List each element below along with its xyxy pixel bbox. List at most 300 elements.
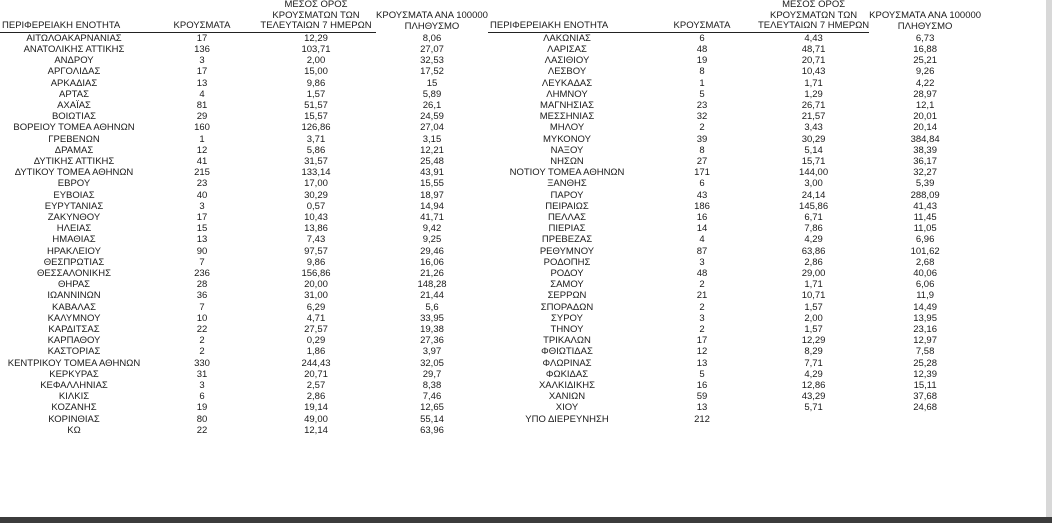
left-region-name: ΚΕΡΚΥΡΑΣ [49, 368, 99, 380]
left-cases-value: 160 [194, 122, 210, 134]
table-row [0, 380, 981, 391]
left-avg7-value: 19,14 [304, 402, 328, 414]
right-cases-value: 19 [696, 55, 708, 67]
left-avg7-value: 12,29 [304, 32, 328, 44]
right-region-name: ΦΩΚΙΔΑΣ [545, 368, 589, 380]
header-cases-left: ΚΡΟΥΣΜΑΤΑ [148, 0, 256, 32]
right-per100k-value: 16,88 [913, 43, 937, 55]
table-row [0, 190, 981, 201]
left-per100k-value: 16,06 [420, 256, 444, 268]
left-cases-value: 17 [196, 66, 208, 78]
left-avg7-value: 97,57 [304, 245, 328, 257]
right-avg7-value [758, 425, 869, 436]
right-avg7-value: 4,29 [804, 234, 823, 246]
left-avg7-value: 5,86 [306, 144, 326, 156]
right-region-name: ΧΑΝΙΩΝ [548, 391, 586, 403]
right-region-name: ΛΑΣΙΘΙΟΥ [544, 55, 590, 67]
left-cases-value: 7 [199, 301, 205, 313]
left-cases-value: 136 [194, 43, 210, 55]
left-per100k-value: 27,36 [420, 335, 444, 347]
table-row [0, 44, 981, 55]
left-region-name: ΑΡΓΟΛΙΔΑΣ [47, 66, 101, 78]
left-per100k-value: 15,55 [420, 178, 444, 190]
table-row [0, 313, 981, 324]
table-body [0, 32, 981, 436]
right-region-name: ΝΑΞΟΥ [550, 144, 584, 156]
header-per100k-line1: ΚΡΟΥΣΜΑΤΑ ΑΝΑ 100000 [376, 10, 488, 22]
right-avg7-value: 10,43 [801, 66, 826, 78]
left-cases-value: 29 [196, 111, 208, 123]
left-cases-value: 17 [196, 32, 208, 44]
right-per100k-value: 32,27 [913, 167, 937, 179]
left-cases-value: 13 [196, 234, 208, 246]
left-cases-value: 36 [196, 290, 208, 302]
right-per100k-value: 41,43 [913, 200, 937, 212]
header-avg7-line3: ΤΕΛΕΥΤΑΙΩΝ 7 ΗΜΕΡΩΝ [758, 20, 870, 32]
header-per100k-line2: ΠΛΗΘΥΣΜΟ [404, 20, 460, 32]
left-region-name: ΔΥΤΙΚΟΥ ΤΟΜΕΑ ΑΘΗΝΩΝ [14, 167, 134, 179]
bottom-toolbar-strip [0, 517, 1052, 523]
table-row [0, 134, 981, 145]
left-cases-value: 215 [194, 167, 210, 179]
right-cases-value: 212 [694, 413, 710, 425]
left-region-name: ΗΛΕΙΑΣ [56, 223, 92, 235]
right-avg7-value: 8,29 [804, 346, 823, 358]
left-cases-value: 1 [199, 133, 205, 145]
right-per100k-value: 101,62 [910, 245, 940, 257]
right-per100k-value: 20,01 [913, 111, 937, 123]
left-per100k-value: 19,38 [420, 324, 444, 336]
right-avg7-value: 144,00 [799, 167, 829, 179]
header-per100k-line2: ΠΛΗΘΥΣΜΟ [897, 20, 953, 32]
table-row [0, 78, 981, 89]
left-avg7-value: 156,86 [301, 268, 331, 280]
left-cases-value: 22 [196, 424, 208, 436]
right-region-name: ΜΕΣΣΗΝΙΑΣ [539, 111, 595, 123]
left-cases-value: 23 [196, 178, 208, 190]
right-avg7-value: 7,71 [804, 357, 823, 369]
left-region-name: ΑΡΚΑΔΙΑΣ [50, 77, 98, 89]
left-avg7-value: 27,57 [304, 324, 328, 336]
left-cases-value: 41 [196, 156, 208, 168]
header-avg7-line2: ΚΡΟΥΣΜΑΤΩΝ ΤΩΝ [770, 9, 858, 21]
table-row [0, 212, 981, 223]
left-per100k-value: 14,94 [420, 200, 444, 212]
right-avg7-value: 145,86 [799, 200, 829, 212]
right-avg7-value: 29,00 [801, 268, 826, 280]
left-cases-value: 236 [194, 268, 210, 280]
right-cases-value: 2 [699, 324, 705, 336]
right-avg7-value: 1,71 [804, 279, 823, 291]
right-cases-value: 186 [694, 200, 710, 212]
left-region-name: ΕΥΒΟΙΑΣ [53, 189, 95, 201]
table-row [0, 234, 981, 245]
right-per100k-value: 11,9 [916, 290, 935, 302]
left-region-name: ΚΟΖΑΝΗΣ [51, 402, 97, 414]
right-per100k-value [869, 425, 981, 436]
left-avg7-value: 12,14 [304, 424, 328, 436]
header-avg7-left [256, 0, 376, 32]
right-per100k-value: 36,17 [913, 156, 937, 168]
left-avg7-value: 133,14 [301, 167, 331, 179]
left-per100k-value: 25,48 [420, 156, 444, 168]
right-per100k-value: 40,06 [913, 268, 937, 280]
table-row [0, 122, 981, 133]
left-avg7-value: 126,86 [301, 122, 331, 134]
table-row [0, 369, 981, 380]
left-cases-value: 31 [196, 368, 208, 380]
left-per100k-value: 29,7 [422, 368, 442, 380]
right-region-name: ΛΕΥΚΑΔΑΣ [541, 77, 593, 89]
right-per100k-value: 4,22 [915, 77, 935, 89]
header-per100k-line1: ΚΡΟΥΣΜΑΤΑ ΑΝΑ 100000 [869, 10, 982, 22]
left-region-name: ΕΥΡΥΤΑΝΙΑΣ [44, 200, 104, 212]
table-row [0, 402, 981, 413]
left-per100k-value: 41,71 [420, 212, 444, 224]
right-region-name: ΧΙΟΥ [555, 402, 579, 414]
right-cases-value: 171 [694, 167, 710, 179]
right-cases-value: 3 [699, 256, 705, 268]
left-avg7-value: 2,57 [306, 380, 326, 392]
left-avg7-value: 9,86 [306, 77, 326, 89]
left-avg7-value: 6,29 [306, 301, 326, 313]
table-row [0, 178, 981, 189]
left-region-name: ΚΑΡΔΙΤΣΑΣ [48, 324, 100, 336]
right-cases-value: 32 [696, 111, 708, 123]
right-per100k-value: 24,68 [913, 402, 937, 414]
left-region-name: ΚΕΦΑΛΛΗΝΙΑΣ [40, 380, 108, 392]
left-cases-value: 81 [196, 100, 208, 111]
right-avg7-value: 12,86 [801, 380, 826, 392]
left-cases-value: 3 [199, 200, 205, 212]
left-region-name: ΑΝΑΤΟΛΙΚΗΣ ΑΤΤΙΚΗΣ [23, 43, 125, 55]
left-avg7-value: 10,43 [304, 212, 328, 224]
right-avg7-value: 5,71 [804, 402, 823, 414]
right-avg7-value: 7,86 [804, 223, 823, 235]
left-per100k-value: 15 [426, 77, 438, 89]
left-avg7-value: 15,00 [304, 66, 328, 78]
left-cases-value: 3 [199, 380, 205, 392]
left-per100k-value: 26,1 [422, 100, 442, 111]
left-region-name: ΔΡΑΜΑΣ [54, 144, 94, 156]
left-region-name: ΑΡΤΑΣ [59, 88, 89, 100]
left-region-name: ΖΑΚΥΝΘΟΥ [47, 212, 101, 224]
left-avg7-value: 31,00 [304, 290, 328, 302]
right-region-name: ΧΑΛΚΙΔΙΚΗΣ [538, 380, 596, 392]
right-cases-value: 21 [696, 290, 708, 302]
right-avg7-value: 12,29 [801, 335, 826, 347]
left-avg7-value: 1,57 [306, 88, 326, 100]
right-per100k-value: 20,14 [913, 122, 937, 134]
table-row [0, 358, 981, 369]
left-region-name: ΗΡΑΚΛΕΙΟΥ [47, 245, 101, 257]
header-region-left: ΠΕΡΙΦΕΡΕΙΑΚΗ ΕΝΟΤΗΤΑ [0, 0, 148, 32]
left-avg7-value: 103,71 [301, 43, 331, 55]
table-row [0, 223, 981, 234]
left-per100k-value: 21,44 [420, 290, 444, 302]
right-avg7-value: 24,14 [801, 189, 826, 201]
table-row [0, 89, 981, 100]
right-region-name: ΜΥΚΟΝΟΥ [543, 133, 591, 145]
left-avg7-value: 0,57 [306, 200, 326, 212]
left-cases-value: 12 [196, 144, 208, 156]
left-cases-value: 3 [199, 55, 205, 67]
right-per100k-value: 14,49 [913, 301, 937, 313]
right-per100k-value: 288,09 [910, 189, 940, 201]
left-region-name: ΚΑΡΠΑΘΟΥ [47, 335, 101, 347]
right-per100k-value: 15,11 [913, 380, 937, 392]
right-region-name: ΝΗΣΩΝ [550, 156, 584, 168]
right-avg7-value: 48,71 [801, 43, 826, 55]
left-region-name: ΓΡΕΒΕΝΩΝ [48, 133, 100, 145]
left-cases-value: 2 [199, 346, 205, 358]
header-avg7-line1: ΜΕΣΟΣ ΟΡΟΣ [284, 0, 348, 10]
table-row [0, 257, 981, 268]
header-per100k-left [376, 0, 488, 32]
right-cases-value: 3 [699, 312, 705, 324]
right-cases-value: 48 [696, 268, 708, 280]
right-per100k-value [869, 414, 981, 425]
right-avg7-value: 10,71 [801, 290, 826, 302]
right-cases-value: 1 [699, 77, 705, 89]
right-avg7-value: 21,57 [801, 111, 826, 123]
left-avg7-value: 7,43 [306, 234, 326, 246]
right-region-name: ΤΡΙΚΑΛΩΝ [543, 335, 591, 347]
left-per100k-value: 9,25 [422, 234, 442, 246]
left-cases-value: 90 [196, 245, 208, 257]
right-region-name: ΞΑΝΘΗΣ [547, 178, 587, 190]
right-per100k-value: 25,28 [913, 357, 937, 369]
header-cases-right: ΚΡΟΥΣΜΑΤΑ [646, 0, 758, 32]
right-per100k-value: 25,21 [913, 55, 937, 67]
left-per100k-value: 17,52 [420, 66, 444, 78]
right-region-name: ΛΕΣΒΟΥ [547, 66, 587, 78]
right-avg7-value: 2,00 [804, 312, 823, 324]
header-avg7-line1: ΜΕΣΟΣ ΟΡΟΣ [782, 0, 846, 10]
right-avg7-value: 26,71 [801, 100, 826, 111]
right-avg7-value: 3,00 [804, 178, 823, 190]
table-row [0, 55, 981, 66]
left-cases-value: 4 [199, 88, 205, 100]
table-row [0, 167, 981, 178]
left-avg7-value: 20,71 [304, 368, 328, 380]
right-avg7-value: 2,86 [804, 256, 823, 268]
right-avg7-value: 63,86 [801, 245, 826, 257]
right-cases-value: 2 [699, 279, 705, 291]
right-avg7-value: 1,57 [804, 301, 823, 313]
right-region-name: ΡΟΔΟΠΗΣ [543, 256, 591, 268]
left-avg7-value: 49,00 [304, 413, 328, 425]
left-per100k-value: 148,28 [417, 279, 447, 291]
left-region-name: ΚΩ [67, 424, 81, 436]
right-avg7-value [758, 414, 869, 425]
left-avg7-value: 3,71 [306, 133, 326, 145]
left-region-name: ΘΕΣΠΡΩΤΙΑΣ [43, 256, 105, 268]
right-cases-value: 6 [699, 178, 705, 190]
left-avg7-value: 15,57 [304, 111, 328, 123]
table-row [0, 302, 981, 313]
left-region-name: ΑΧΑΪΑΣ [57, 100, 91, 111]
left-per100k-value: 63,96 [420, 424, 444, 436]
right-avg7-value: 1,57 [804, 324, 823, 336]
left-cases-value: 19 [196, 402, 208, 414]
right-avg7-value: 3,43 [804, 122, 823, 134]
right-per100k-value: 37,68 [913, 391, 937, 403]
right-cases-value: 8 [699, 66, 705, 78]
left-cases-value: 7 [199, 256, 205, 268]
left-region-name: ΗΜΑΘΙΑΣ [52, 234, 96, 246]
header-avg7-line2: ΚΡΟΥΣΜΑΤΩΝ ΤΩΝ [272, 9, 360, 21]
right-per100k-value: 5,39 [915, 178, 935, 190]
left-per100k-value: 3,97 [422, 346, 442, 358]
right-region-name: ΠΡΕΒΕΖΑΣ [541, 234, 593, 246]
left-per100k-value: 33,95 [420, 312, 444, 324]
table-row [0, 66, 981, 77]
right-cases-value: 13 [696, 357, 708, 369]
right-per100k-value: 28,97 [913, 88, 937, 100]
left-per100k-value: 29,46 [420, 245, 444, 257]
table-row [0, 201, 981, 212]
right-region-name: ΛΑΚΩΝΙΑΣ [543, 32, 591, 44]
table-row [0, 145, 981, 156]
right-region-name: ΥΠΟ ΔΙΕΡΕΥΝΗΣΗ [525, 413, 609, 425]
right-avg7-value: 6,71 [804, 212, 823, 224]
left-cases-value: 22 [196, 324, 208, 336]
right-region-name: ΣΕΡΡΩΝ [547, 290, 587, 302]
right-cases-value: 5 [699, 368, 705, 380]
left-region-name: ΙΩΑΝΝΙΝΩΝ [47, 290, 101, 302]
left-cases-value: 15 [196, 223, 208, 235]
right-region-name: ΠΕΙΡΑΙΩΣ [545, 200, 589, 212]
left-avg7-value: 2,86 [306, 391, 326, 403]
right-cases-value: 17 [696, 335, 708, 347]
header-region-right: ΠΕΡΙΦΕΡΕΙΑΚΗ ΕΝΟΤΗΤΑ [488, 0, 646, 32]
right-avg7-value: 4,43 [804, 32, 823, 44]
left-per100k-value: 32,05 [420, 357, 444, 369]
right-per100k-value: 6,96 [915, 234, 935, 246]
right-per100k-value: 11,45 [913, 212, 937, 224]
right-cases-value: 23 [696, 100, 708, 111]
right-region-name [488, 425, 646, 436]
right-region-name: ΦΛΩΡΙΝΑΣ [542, 357, 592, 369]
right-per100k-value: 6,73 [915, 32, 935, 44]
right-region-name: ΜΑΓΝΗΣΙΑΣ [540, 100, 594, 111]
left-avg7-value: 30,29 [304, 189, 328, 201]
left-avg7-value: 31,57 [304, 156, 328, 168]
left-per100k-value: 8,38 [422, 380, 442, 392]
left-avg7-value: 51,57 [304, 100, 328, 111]
table-row [0, 111, 981, 122]
table-row [0, 246, 981, 257]
right-region-name: ΛΗΜΝΟΥ [546, 88, 588, 100]
left-cases-value: 6 [199, 391, 205, 403]
left-per100k-value: 27,07 [420, 43, 444, 55]
left-region-name: ΔΥΤΙΚΗΣ ΑΤΤΙΚΗΣ [33, 156, 115, 168]
right-region-name: ΣΑΜΟΥ [550, 279, 584, 291]
header-avg7-line3: ΤΕΛΕΥΤΑΙΩΝ 7 ΗΜΕΡΩΝ [260, 20, 372, 32]
left-per100k-value: 9,42 [422, 223, 442, 235]
left-per100k-value: 55,14 [420, 413, 444, 425]
left-cases-value: 13 [196, 77, 208, 89]
left-avg7-value: 1,86 [306, 346, 326, 358]
right-cases-value: 2 [699, 122, 705, 134]
left-avg7-value: 2,00 [306, 55, 326, 67]
right-cases-value: 8 [699, 144, 705, 156]
right-cases-value: 43 [696, 189, 708, 201]
left-avg7-value: 244,43 [301, 357, 331, 369]
left-region-name: ΘΗΡΑΣ [57, 279, 91, 291]
right-per100k-value: 12,97 [913, 335, 937, 347]
left-per100k-value: 7,46 [422, 391, 442, 403]
right-avg7-value: 1,71 [804, 77, 823, 89]
table-row [0, 391, 981, 402]
table-row [0, 32, 981, 44]
right-cases-value: 48 [696, 43, 708, 55]
right-cases-value: 14 [696, 223, 708, 235]
right-per100k-value: 23,16 [913, 324, 937, 336]
right-region-name: ΤΗΝΟΥ [550, 324, 584, 336]
table-row [0, 335, 981, 346]
right-avg7-value: 5,14 [804, 144, 823, 156]
right-per100k-value: 13,95 [913, 312, 937, 324]
left-per100k-value: 21,26 [420, 268, 444, 280]
left-per100k-value: 27,04 [420, 122, 444, 134]
right-per100k-value: 12,39 [913, 368, 937, 380]
right-avg7-value: 43,29 [801, 391, 826, 403]
right-region-name: ΠΑΡΟΥ [550, 189, 584, 201]
left-region-name: ΕΒΡΟΥ [57, 178, 91, 190]
right-per100k-value: 6,06 [915, 279, 935, 291]
left-per100k-value: 8,06 [422, 32, 442, 44]
left-region-name: ΚΙΛΚΙΣ [58, 391, 90, 403]
right-region-name: ΣΠΟΡΑΔΩΝ [540, 301, 594, 313]
left-cases-value: 80 [196, 413, 208, 425]
table-row [0, 268, 981, 279]
right-avg7-value: 15,71 [801, 156, 826, 168]
right-cases-value: 2 [699, 301, 705, 313]
table-row [0, 279, 981, 290]
right-per100k-value: 2,68 [915, 256, 935, 268]
right-cases-value: 16 [696, 380, 708, 392]
table-row [0, 346, 981, 357]
table-row [0, 324, 981, 335]
left-region-name: ΚΑΣΤΟΡΙΑΣ [47, 346, 101, 358]
left-region-name: ΚΟΡΙΝΘΙΑΣ [48, 413, 100, 425]
right-cases-value: 6 [699, 32, 705, 44]
right-avg7-value: 30,29 [801, 133, 826, 145]
right-avg7-value: 1,29 [804, 88, 823, 100]
right-cases-value: 16 [696, 212, 708, 224]
right-region-name: ΝΟΤΙΟΥ ΤΟΜΕΑ ΑΘΗΝΩΝ [509, 167, 625, 179]
left-per100k-value: 5,6 [425, 301, 439, 313]
left-avg7-value: 17,00 [304, 178, 328, 190]
right-region-name: ΡΟΔΟΥ [550, 268, 584, 280]
table-row [0, 414, 981, 425]
left-cases-value: 10 [196, 312, 208, 324]
right-per100k-value: 12,1 [915, 100, 935, 111]
right-region-name: ΜΗΛΟΥ [549, 122, 585, 134]
left-region-name: ΚΕΝΤΡΙΚΟΥ ΤΟΜΕΑ ΑΘΗΝΩΝ [7, 357, 141, 369]
left-region-name: ΚΑΛΥΜΝΟΥ [47, 312, 101, 324]
right-cases-value: 4 [699, 234, 705, 246]
left-per100k-value: 43,91 [420, 167, 444, 179]
header-per100k-right [869, 0, 981, 32]
left-per100k-value: 12,21 [420, 144, 444, 156]
page-edge-shadow [1046, 0, 1052, 517]
left-avg7-value: 4,71 [306, 312, 326, 324]
left-region-name: ΚΑΒΑΛΑΣ [52, 301, 96, 313]
right-per100k-value: 38,39 [913, 144, 937, 156]
